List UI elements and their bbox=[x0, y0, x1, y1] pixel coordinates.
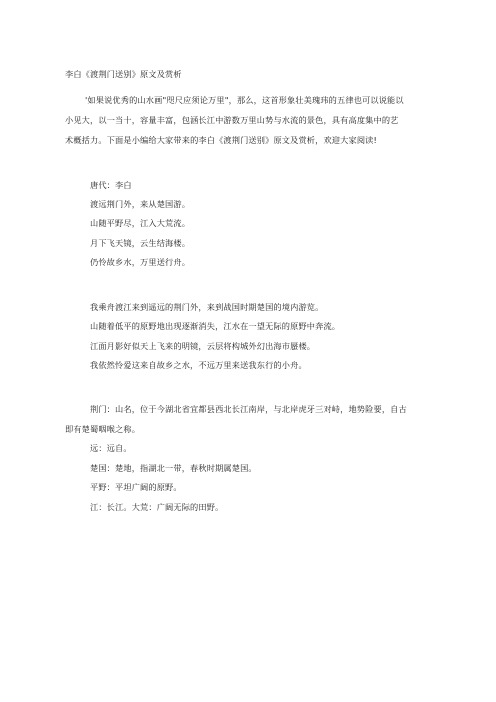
note-line: 楚国：楚地，指湖北一带，春秋时期属楚国。 bbox=[90, 463, 257, 473]
translation-line: 我乘舟渡江来到遥远的荆门外，来到战国时期楚国的境内游览。 bbox=[90, 302, 324, 312]
translation-line: 我依然怜爱这来自故乡之水，不远万里来送我东行的小舟。 bbox=[90, 360, 307, 370]
doc-title: 李白《渡荆门送别》原文及赏析 bbox=[65, 69, 182, 79]
translation-line: 山随着低平的原野地出现逐渐消失，江水在一望无际的原野中奔流。 bbox=[90, 321, 341, 331]
note-line: 远：远自。 bbox=[90, 443, 132, 453]
notes-para-line: 荆门：山名，位于今湖北省宜都县西北长江南岸，与北岸虎牙三对峙，地势险要，自古 bbox=[90, 404, 407, 414]
note-line: 平野：平坦广阔的原野。 bbox=[90, 482, 182, 492]
intro-line: '如果说优秀的山水画"咫尺应须论万里"，那么，这首形象壮美瑰玮的五律也可以说能以 bbox=[85, 95, 404, 105]
poem-line: 唐代：李白 bbox=[90, 180, 132, 190]
poem-line: 仍怜故乡水，万里送行舟。 bbox=[90, 257, 191, 267]
intro-line: 小见大，以一当十，容量丰富，包涵长江中游数万里山势与水流的景色，具有高度集中的艺 bbox=[65, 115, 399, 125]
translation-line: 江面月影好似天上飞来的明镜，云层将构城外幻出海市蜃楼。 bbox=[90, 341, 316, 351]
poem-line: 月下飞天镜，云生结海楼。 bbox=[90, 238, 191, 248]
note-line: 江：长江。大荒：广阔无际的田野。 bbox=[90, 502, 224, 512]
notes-para-line: 即有楚蜀咽喉之称。 bbox=[65, 424, 141, 434]
poem-line: 山随平野尽，江入大荒流。 bbox=[90, 218, 191, 228]
intro-line: 术概括力。下面是小编给大家带来的李白《渡荆门送别》原文及赏析，欢迎大家阅读! bbox=[65, 135, 377, 145]
poem-line: 渡远荆门外，来从楚国游。 bbox=[90, 199, 191, 209]
